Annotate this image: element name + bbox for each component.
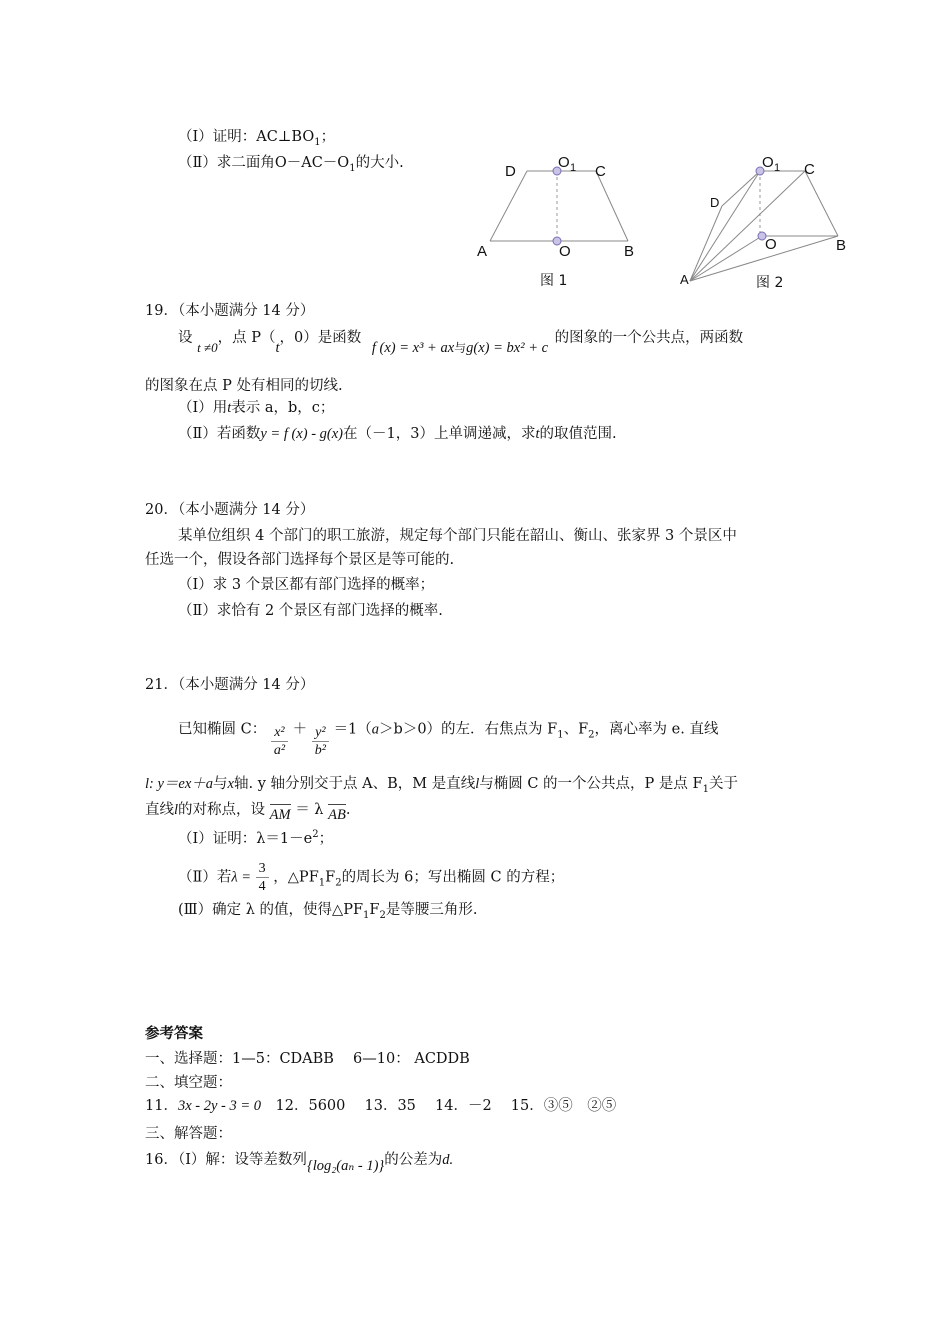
fig1-caption: 图 1 xyxy=(540,273,568,289)
fig2-label-O: O xyxy=(765,236,777,253)
fig2-label-C: C xyxy=(804,161,815,178)
fig2-label-O1-sub: 1 xyxy=(774,162,781,174)
q19-line2: 的图象在点 P 处有相同的切线. xyxy=(145,378,343,394)
fig1-label-O1: O xyxy=(558,154,570,171)
fig1-label-O1-sub: 1 xyxy=(570,162,577,174)
q21-part2: （Ⅱ）若λ = $\frac{3}{4}$ ，$\triangle PF_1F_2$的周长为 6；写出椭圆 C 的方程； xyxy=(178,861,565,894)
q21-line3: 直线l的对称点，设 AM ＝ λ AB. xyxy=(145,802,351,823)
fraction-x2-a2: $\frac{\text{x²}}{\text{a²}}$ xyxy=(271,724,288,759)
fig2-caption: 图 2 xyxy=(756,275,784,291)
answers-title: 参考答案 xyxy=(145,1025,203,1042)
fig1-label-B: B xyxy=(624,243,635,260)
q20-line2: 任选一个，假设各部门选择每个景区是等可能的. xyxy=(145,552,455,568)
fig2-label-O1: O xyxy=(762,154,774,171)
fraction-y2-b2: $\frac{\text{y²}}{\text{b²}}$ xyxy=(312,724,329,759)
fig2-label-D: D xyxy=(710,195,720,210)
q18-part1: （Ⅰ）证明：$AC\perp BO_1$； xyxy=(178,129,336,148)
q20-header: 20．（本小题满分 14 分） xyxy=(145,502,315,518)
q19-part2: （Ⅱ）若函数y = f (x) - g(x)在（－1，3）上单调递减，求t的取值范围. xyxy=(178,426,617,442)
answers-fill: 11．3x - 2y - 3 = 0 12．5600 13．35 14．－2 15．③⑤ ②⑤ xyxy=(145,1098,617,1114)
q20-line1: 某单位组织 4 个部门的职工旅游，规定每个部门只能在韶山、衡山、张家界 3 个景区中 xyxy=(178,528,737,544)
q19-header: 19．（本小题满分 14 分） xyxy=(145,303,315,319)
q20-part2: （Ⅱ）求恰有 2 个景区有部门选择的概率. xyxy=(178,603,443,619)
answers-16: 16．（I）解：设等差数列{log₂(aₙ - 1)}的公差为d. xyxy=(145,1152,454,1174)
fraction-3-4: $\frac{3}{4}$ xyxy=(256,860,269,895)
fig1-label-C: C xyxy=(595,163,606,180)
q19-line1: 设 t ≠0，点 P（t，0）是函数 f $(x) = x^3 + ax_与g(x) = bx^2 + c$ 的图象的一个公共点，两函数 xyxy=(178,330,744,356)
q21-header: 21．（本小题满分 14 分） xyxy=(145,677,315,693)
q21-part1: （Ⅰ）证明：$\lambda=1-e^2$； xyxy=(178,829,334,847)
fig2-label-A: A xyxy=(680,272,689,287)
figure-1-trapezoid xyxy=(470,148,650,293)
q21-line2: l: y＝ex＋a与x轴. y 轴分别交于点 A、B，M 是直线l与椭圆 C 的一个公共点，P 是点 $F_1$关于 xyxy=(145,776,738,795)
q20-part1: （Ⅰ）求 3 个景区都有部门选择的概率； xyxy=(178,577,435,593)
fig1-label-A: A xyxy=(477,243,488,260)
q18-part2: （Ⅱ）求二面角$O-AC-O_1$的大小. xyxy=(178,155,404,174)
q21-part3: (Ⅲ）确定 λ 的值，使得$\triangle PF_1F_2$是等腰三角形. xyxy=(178,902,478,921)
answers-choice: 一、选择题：1—5：CDABB 6—10： ACDDB xyxy=(145,1051,470,1067)
vector-ab: AB xyxy=(328,807,346,823)
q19-part1: （Ⅰ）用t表示 a，b，c； xyxy=(178,400,335,416)
fig1-label-D: D xyxy=(505,163,516,180)
fig1-label-O: O xyxy=(559,243,571,260)
fig2-label-B: B xyxy=(836,237,847,254)
answers-solve-header: 三、解答题： xyxy=(145,1126,232,1142)
figure-2-folded xyxy=(672,148,862,293)
q21-line1: 已知椭圆 C： $\frac{\text{x²}}{\text{a²}}$ ＋ $\frac{\text{y²}}{\text{b²}}$ ＝1（a＞b＞0）的左．右焦点为 $F_1$、$F_2$，离心率为 e. 直线 xyxy=(178,721,719,758)
answers-fill-header: 二、填空题： xyxy=(145,1075,232,1091)
vector-am: AM xyxy=(269,807,291,823)
